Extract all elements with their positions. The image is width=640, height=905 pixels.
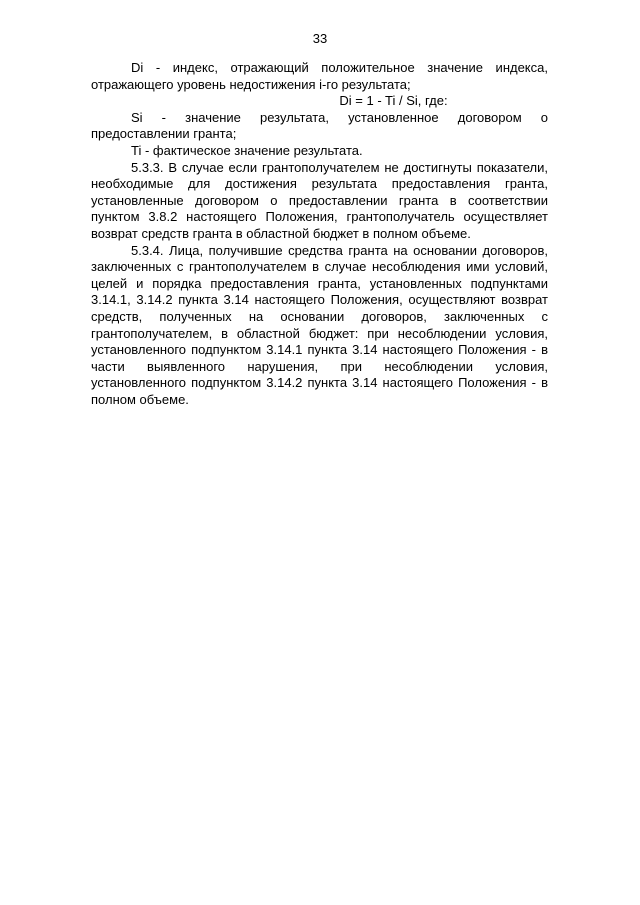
document-body bbox=[91, 60, 548, 408]
paragraph-si-definition: Si - значение результата, установленное договором о предоставлении гранта; bbox=[91, 109, 548, 142]
paragraph-5-3-4: 5.3.4. Лица, получившие средства гранта на основании договоров, заключенных с грантополучателем в случае несоблюдения ими условий, целей и порядка предоставления гранта, установленных подпунктами 3.14.1, 3.14.2 пункта 3.14 настоящего Положения, осуществляют возврат средств, полученных на основании договоров, заключенных с грантополучателем, в областной бюджет: при несоблюдении условия, установленного подпунктом 3.14.1 пункта 3.14 настоящего Положения - в части выявленного нарушения, при несоблюдении условия, установленного подпунктом 3.14.2 пункта 3.14 настоящего Положения - в полном объеме. bbox=[91, 242, 548, 407]
page-number: 33 bbox=[312, 31, 328, 46]
paragraph-5-3-3: 5.3.3. В случае если грантополучателем не достигнуты показатели, необходимые для достижения результата предоставления гранта, установленные договором о предоставлении гранта в соответствии пунктом 3.8.2 настоящего Положения, грантополучатель осуществляет возврат средств гранта в областной бюджет в полном объеме. bbox=[91, 159, 548, 241]
paragraph-di-definition: Di - индекс, отражающий положительное значение индекса, отражающего уровень недостижения i-го результата; bbox=[91, 60, 548, 92]
paragraph-ti-definition: Ti - фактическое значение результата. bbox=[131, 142, 363, 158]
formula-di: Di = 1 - Ti / Si, где: bbox=[339, 93, 448, 109]
